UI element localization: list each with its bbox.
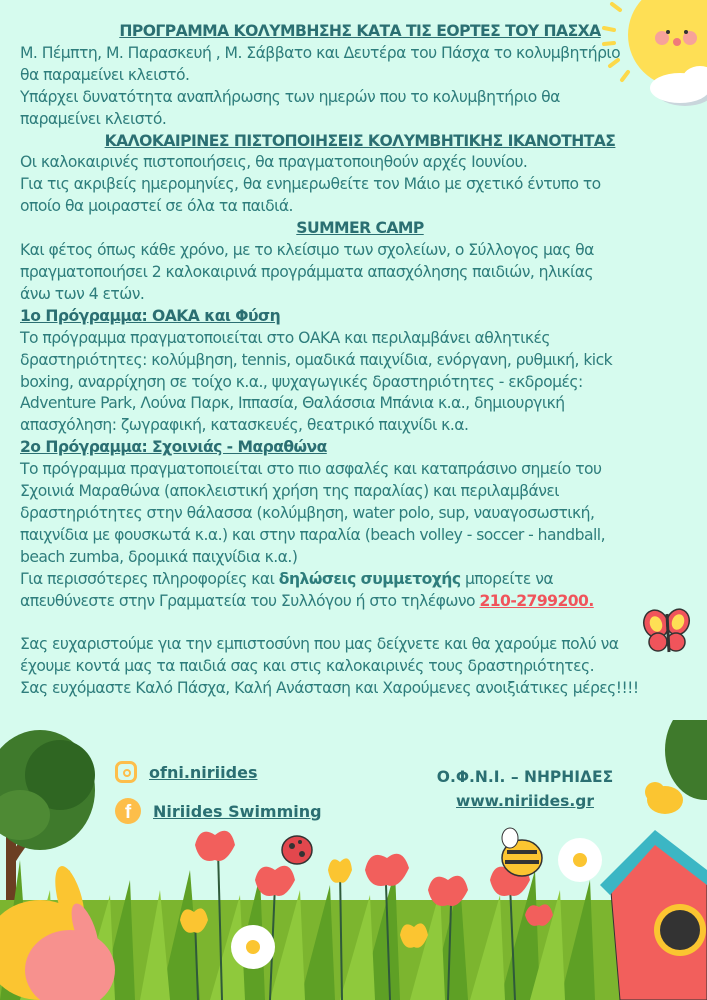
program-1-line: δραστηριότητες: κολύμβηση, tennis, ομαδικά παιχνίδια, ενόργανη, ρυθμική, kick: [20, 350, 613, 369]
easter-line-2: θα παραμείνει κλειστό.: [20, 65, 190, 84]
cert-line-2: Για τις ακριβείς ημερομηνίες, θα ενημερωθείτε τον Μάιο με σχετικό έντυπο το: [20, 175, 601, 194]
info-prefix: Για περισσότερες πληροφορίες και: [20, 569, 279, 588]
facebook-page[interactable]: Niriides Swimming: [153, 801, 322, 821]
closing-line-1: Σας ευχαριστούμε για την εμπιστοσύνη που μας δείχνετε και θα χαρούμε πολύ να: [20, 635, 619, 654]
info-line-1: [20, 569, 700, 591]
program-1-line: boxing, αναρρίχηση σε τοίχο κ.α., ψυχαγωγικές δραστηριότητες - εκδρομές:: [20, 372, 583, 391]
closing-line-2: έχουμε κοντά μας τα παιδιά σας και στις καλοκαιρινές τους δραστηριότητες.: [20, 657, 595, 676]
program-1-line: Το πρόγραμμα πραγματοποιείται στο ΟΑΚΑ και περιλαμβάνει αθλητικές: [20, 328, 550, 347]
cert-line-1: Οι καλοκαιρινές πιστοποιήσεις, θα πραγματοποιηθούν αρχές Ιουνίου.: [20, 153, 528, 172]
closing-line-3: Σας ευχόμαστε Καλό Πάσχα, Καλή Ανάσταση και Χαρούμενες ανοιξιάτικες μέρες!!!!: [20, 679, 639, 698]
main-content: [20, 21, 700, 700]
social-links: [115, 758, 322, 836]
facebook-icon: f: [115, 798, 141, 824]
easter-schedule-heading: ΠΡΟΓΡΑΜΜΑ ΚΟΛΥΜΒΗΣΗΣ ΚΑΤΑ ΤΙΣ ΕΟΡΤΕΣ ΤΟΥ ΠΑΣΧΑ: [119, 22, 601, 40]
phone-link[interactable]: 210-2799200.: [479, 591, 594, 610]
program-2-line: beach zumba, δρομικά παιχνίδια κ.α.): [20, 547, 298, 566]
program-2-line: παιχνίδια με φουσκωτά κ.α.) και στην παραλία (beach volley - soccer - handball,: [20, 525, 605, 544]
easter-line-4: παραμείνει κλειστό.: [20, 109, 167, 128]
easter-line-3: Υπάρχει δυνατότητα αναπλήρωσης των ημερών που το κολυμβητήριο θα: [20, 87, 560, 106]
program-1-line: απασχόληση: ζωγραφική, κατασκευές, θεατρικό παιχνίδι κ.α.: [20, 416, 469, 435]
program-2-title: 2ο Πρόγραμμα: Σχοινιάς - Μαραθώνα: [20, 438, 327, 457]
organization-info: [400, 765, 650, 813]
program-1-line: Adventure Park, Λούνα Παρκ, Ιππασία, Θαλάσσια Μπάνια κ.α., δημιουργική: [20, 394, 565, 413]
camp-line-2: πραγματοποιήσει 2 καλοκαιρινά προγράμματα απασχόλησης παιδιών, ηλικίας: [20, 262, 594, 281]
easter-line-1: Μ. Πέμπτη, Μ. Παρασκευή , Μ. Σάββατο και Δευτέρα του Πάσχα το κολυμβητήριο: [20, 43, 621, 62]
website-link[interactable]: www.niriides.gr: [456, 792, 594, 810]
info-suffix: μπορείτε να: [460, 569, 554, 588]
instagram-link[interactable]: [115, 758, 322, 786]
butterfly-illustration: [642, 608, 692, 656]
instagram-handle[interactable]: ofni.niriides: [149, 762, 258, 782]
cert-line-3: οποίο θα μοιραστεί σε όλα τα παιδιά.: [20, 197, 293, 216]
program-2-line: δραστηριότητες στην θάλασσα (κολύμβηση, water polo, sup, ναυαγοσωστική,: [20, 503, 595, 522]
camp-line-3: άνω των 4 ετών.: [20, 284, 145, 303]
certifications-heading: ΚΑΛΟΚΑΙΡΙΝΕΣ ΠΙΣΤΟΠΟΙΗΣΕΙΣ ΚΟΛΥΜΒΗΤΙΚΗΣ ΙΚΑΝΟΤΗΤΑΣ: [104, 131, 616, 150]
instagram-icon: [115, 761, 137, 783]
summer-camp-heading: SUMMER CAMP: [296, 219, 424, 238]
program-2-line: Το πρόγραμμα πραγματοποιείται στο πιο ασφαλές και καταπράσινο σημείο του: [20, 460, 602, 479]
program-1-title: 1ο Πρόγραμμα: ΟΑΚΑ και Φύση: [20, 306, 281, 325]
spring-scenery-illustration: [0, 720, 707, 1000]
facebook-link[interactable]: [115, 797, 322, 825]
info-line-2-text: απευθύνεστε στην Γραμματεία του Συλλόγου ή στο τηλέφωνο: [20, 591, 480, 610]
info-line-2: [20, 591, 700, 613]
info-bold: δηλώσεις συμμετοχής: [278, 569, 461, 588]
camp-line-1: Και φέτος όπως κάθε χρόνο, με το κλείσιμο των σχολείων, ο Σύλλογος μας θα: [20, 241, 594, 260]
program-2-line: Σχοινιά Μαραθώνα (αποκλειστική χρήση της παραλίας) και περιλαμβάνει: [20, 482, 559, 501]
org-name: Ο.Φ.Ν.Ι. – ΝΗΡΗΙΔΕΣ: [436, 768, 614, 786]
